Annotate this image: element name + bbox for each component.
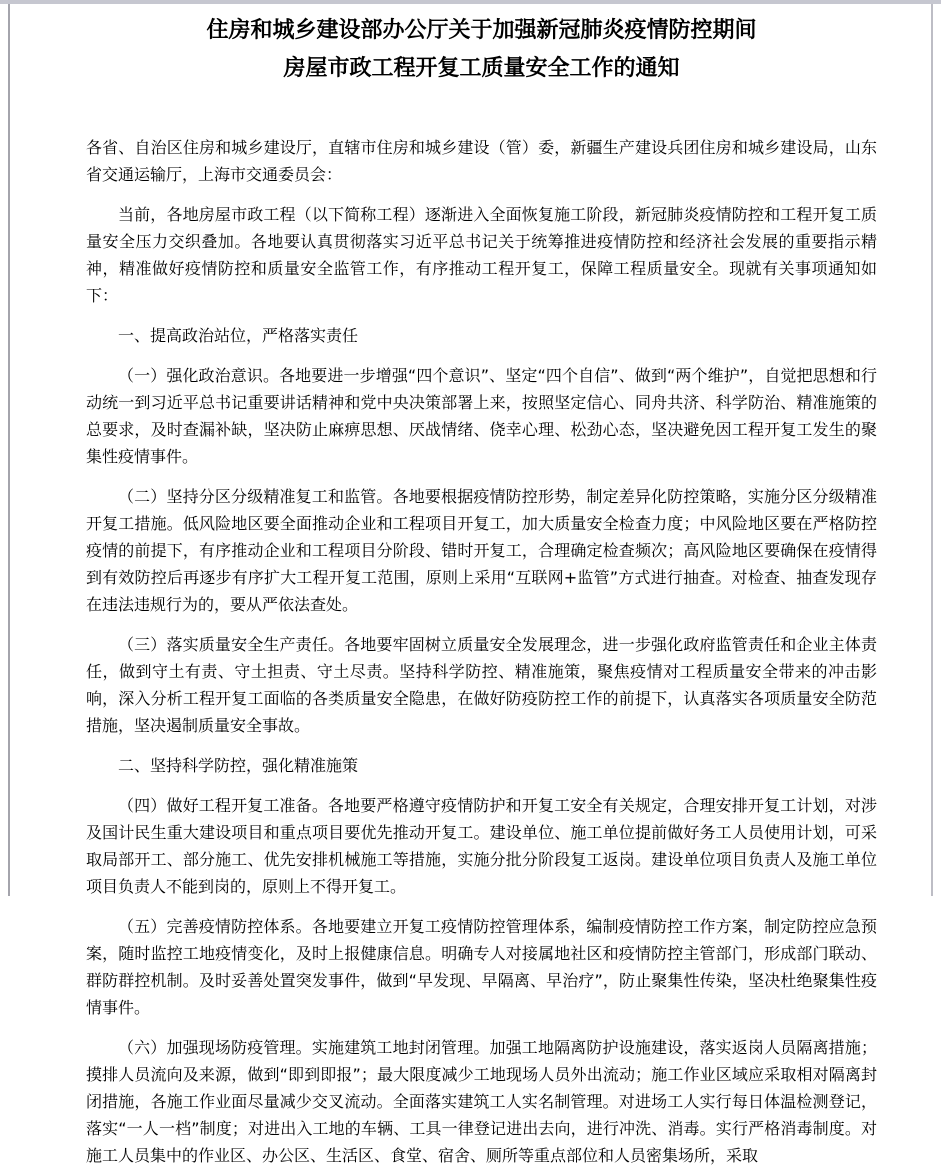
section-2-heading: 二、坚持科学防控，强化精准施策 xyxy=(118,756,359,775)
notice-title-line-2: 房屋市政工程开复工质量安全工作的通知 xyxy=(283,56,680,81)
section-2-paragraph-1: （四）做好工程开复工准备。各地要严格遵守疫情防护和开复工安全有关规定，合理安排开复工计划，对涉及国计民生重大建设项目和重点项目要优先推动开复工。建设单位、施工单位提前做好务工人员使用计划，可采取局部开工、部分施工、优先安排机械施工等措施，实施分批分阶段复工返岗。建设单位项目负责人及施工单位项目负责人不能到岗的，原则上不得开复工。 xyxy=(86,796,877,896)
section-2-paragraph-2: （五）完善疫情防控体系。各地要建立开复工疫情防控管理体系，编制疫情防控工作方案，制定防控应急预案，随时监控工地疫情变化，及时上报健康信息。明确专人对接属地社区和疫情防控主管部门，形成部门联动、群防群控机制。及时妥善处置突发事件，做到“早发现、早隔离、早治疗”，防止聚集性传染，坚决杜绝聚集性疫情事件。 xyxy=(86,917,877,1017)
section-1-paragraph-3: （三）落实质量安全生产责任。各地要牢固树立质量安全发展理念，进一步强化政府监管责任和企业主体责任，做到守土有责、守土担责、守土尽责。坚持科学防控、精准施策，聚焦疫情对工程质量安全带来的冲击影响，深入分析工程开复工面临的各类质量安全隐患，在做好防疫防控工作的前提下，认真落实各项质量安全防范措施，坚决遏制质量安全事故。 xyxy=(86,635,877,735)
addressee-line: 各省、自治区住房和城乡建设厅，直辖市住房和城乡建设（管）委，新疆生产建设兵团住房和城乡建设局，山东省交通运输厅，上海市交通委员会： xyxy=(86,138,877,184)
section-2-paragraph-3: （六）加强现场防疫管理。实施建筑工地封闭管理。加强工地隔离防护设施建设，落实返岗人员隔离措施；摸排人员流向及来源，做到“即到即报”；最大限度减少工地现场人员外出流动；施工作业区域应采取相对隔离封闭措施，各施工作业面尽量减少交叉流动。全面落实建筑工人实名制管理。对进场工人实行每日体温检测登记，落实“一人一档”制度；对进出入工地的车辆、工具一律登记进出去向，进行冲洗、消毒。实行严格消毒制度。对施工人员集中的作业区、办公区、生活区、食堂、宿舍、厕所等重点部位和人员密集场所，采取 xyxy=(86,1038,877,1165)
section-1-heading: 一、提高政治站位，严格落实责任 xyxy=(118,326,359,345)
document-page xyxy=(8,4,933,1165)
section-1-paragraph-2: （二）坚持分区分级精准复工和监管。各地要根据疫情防控形势，制定差异化防控策略，实施分区分级精准开复工措施。低风险地区要全面推动企业和工程项目开复工，加大质量安全检查力度；中风险地区要在严格防控疫情的前提下，有序推动企业和工程项目分阶段、错时开复工，合理确定检查频次；高风险地区要确保在疫情得到有效防控后再逐步有序扩大工程开复工范围，原则上采用“互联网+监管”方式进行抽查。对检查、抽查发现存在违法违规行为的，要从严依法查处。 xyxy=(86,487,877,614)
intro-paragraph: 当前，各地房屋市政工程（以下简称工程）逐渐进入全面恢复施工阶段，新冠肺炎疫情防控和工程开复工质量安全压力交织叠加。各地要认真贯彻落实习近平总书记关于统筹推进疫情防控和经济社会发展的重要指示精神，精准做好疫情防控和质量安全监管工作，有序推动工程开复工，保障工程质量安全。现就有关事项通知如下： xyxy=(86,205,877,305)
notice-title xyxy=(86,12,877,88)
notice-title-line-1: 住房和城乡建设部办公厅关于加强新冠肺炎疫情防控期间 xyxy=(206,18,757,43)
section-1-paragraph-1: （一）强化政治意识。各地要进一步增强“四个意识”、坚定“四个自信”、做到“两个维护”，自觉把思想和行动统一到习近平总书记重要讲话精神和党中央决策部署上来，按照坚定信心、同舟共济、科学防治、精准施策的总要求，及时查漏补缺，坚决防止麻痹思想、厌战情绪、侥幸心理、松劲心态，坚决避免因工程开复工发生的聚集性疫情事件。 xyxy=(86,366,877,466)
